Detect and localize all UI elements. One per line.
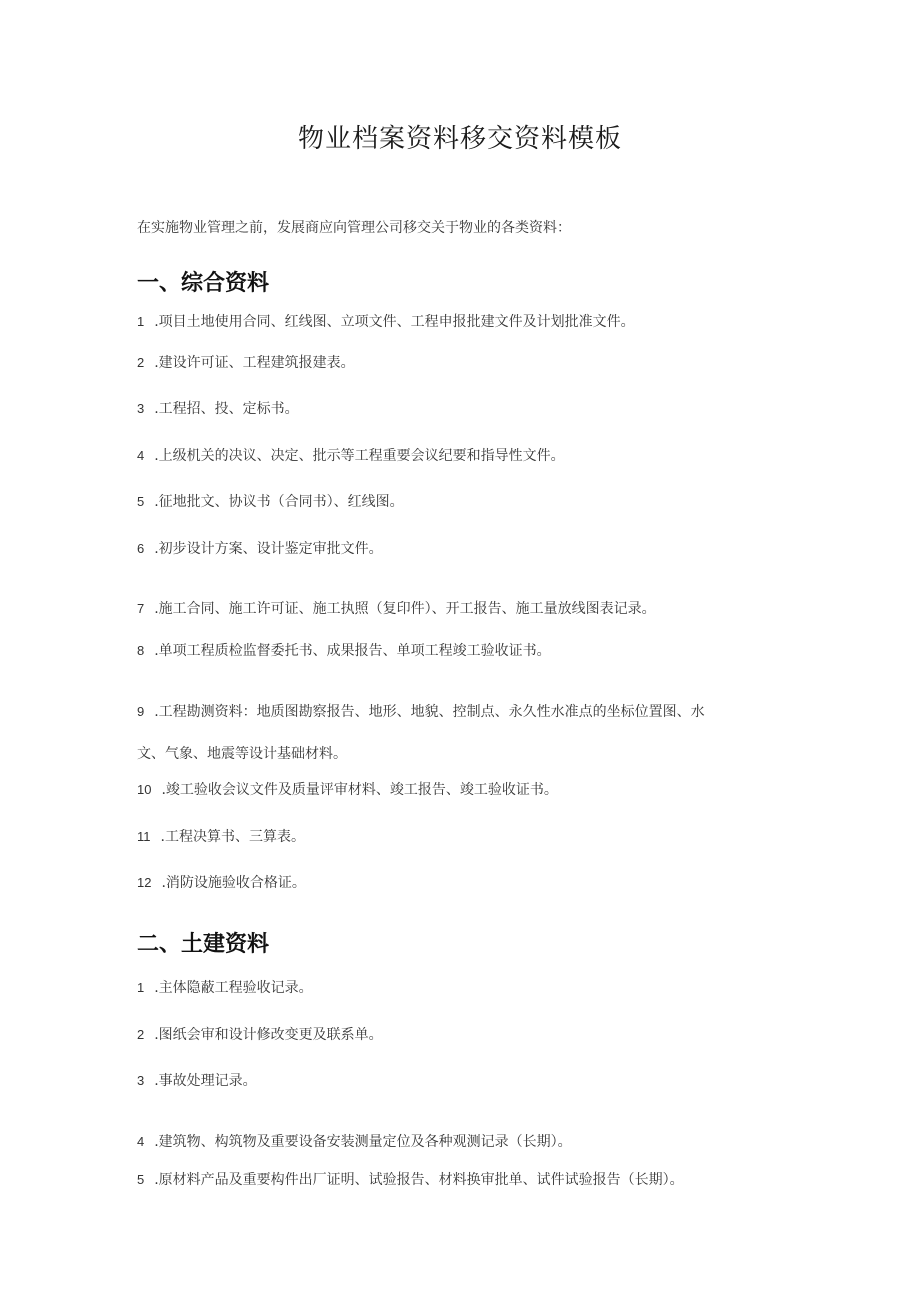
list-item [137, 446, 777, 466]
item-number: 9 [137, 704, 145, 719]
item-number: 5 [137, 1172, 145, 1187]
intro-paragraph: 在实施物业管理之前，发展商应向管理公司移交关于物业的各类资料： [137, 220, 571, 236]
list-item [137, 702, 777, 764]
list-item [137, 353, 777, 373]
item-number: 3 [137, 1073, 145, 1088]
list-item [137, 1025, 777, 1045]
item-text: .工程勘测资料：地质图勘察报告、地形、地貌、控制点、永久性水准点的坐标位置图、水 [154, 704, 705, 720]
list-item [137, 599, 777, 619]
list-item [137, 399, 777, 419]
item-number: 4 [137, 448, 145, 463]
list-item [137, 1170, 777, 1190]
list-item [137, 1071, 777, 1091]
document-title: 物业档案资料移交资料模板 [297, 124, 622, 154]
item-number: 3 [137, 401, 145, 416]
list-item [137, 312, 777, 332]
item-number: 2 [137, 1027, 145, 1042]
section-heading: 一、综合资料 [137, 271, 270, 296]
item-number: 6 [137, 541, 145, 556]
item-number: 1 [137, 314, 145, 329]
item-number: 7 [137, 601, 145, 616]
item-text: .主体隐蔽工程验收记录。 [154, 980, 313, 996]
list-item [137, 827, 777, 847]
item-text: .工程决算书、三算表。 [160, 829, 305, 845]
item-text: .建设许可证、工程建筑报建表。 [154, 355, 355, 371]
list-item [137, 641, 777, 661]
item-number: 11 [137, 829, 151, 844]
item-text: .竣工验收会议文件及质量评审材料、竣工报告、竣工验收证书。 [161, 782, 558, 798]
item-text: .原材料产品及重要构件出厂证明、试验报告、材料换审批单、试件试验报告（长期）。 [154, 1172, 684, 1188]
list-item [137, 780, 777, 800]
item-text: .事故处理记录。 [154, 1073, 257, 1089]
item-number: 1 [137, 980, 145, 995]
section-heading: 二、土建资料 [137, 932, 270, 957]
item-text: .征地批文、协议书（合同书）、红线图。 [154, 494, 404, 510]
item-number: 5 [137, 494, 145, 509]
item-text: .消防设施验收合格证。 [161, 875, 306, 891]
item-number: 2 [137, 355, 145, 370]
item-number: 8 [137, 643, 145, 658]
item-text-continuation: 文、气象、地震等设计基础材料。 [137, 746, 347, 762]
item-number: 10 [137, 782, 152, 797]
list-item [137, 978, 777, 998]
item-text: .建筑物、构筑物及重要设备安装测量定位及各种观测记录（长期）。 [154, 1134, 572, 1150]
item-text: .图纸会审和设计修改变更及联系单。 [154, 1027, 383, 1043]
item-number: 12 [137, 875, 152, 890]
item-text: .上级机关的决议、决定、批示等工程重要会议纪要和指导性文件。 [154, 448, 565, 464]
list-item [137, 492, 777, 512]
item-text: .初步设计方案、设计鉴定审批文件。 [154, 541, 383, 557]
list-item [137, 1132, 777, 1152]
item-text: .施工合同、施工许可证、施工执照（复印件）、开工报告、施工量放线图表记录。 [154, 601, 656, 617]
item-text: .工程招、投、定标书。 [154, 401, 299, 417]
item-text: .单项工程质检监督委托书、成果报告、单项工程竣工验收证书。 [154, 643, 551, 659]
item-text: .项目土地使用合同、红线图、立项文件、工程申报批建文件及计划批准文件。 [154, 314, 635, 330]
list-item [137, 873, 777, 893]
item-number: 4 [137, 1134, 145, 1149]
list-item [137, 539, 777, 559]
